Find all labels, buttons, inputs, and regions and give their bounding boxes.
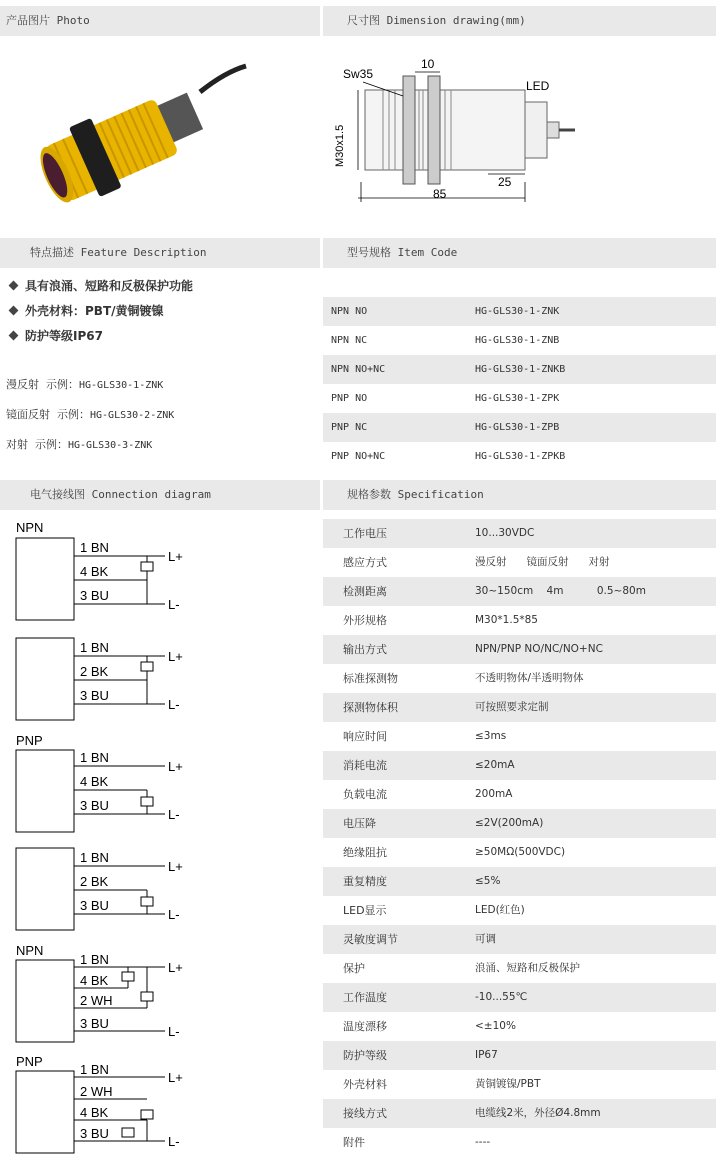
spec-key: 绝缘阻抗 [343, 846, 387, 859]
feature-header [0, 238, 320, 268]
example-through-beam: 对射 示例：HG-GLS30-3-ZNK [6, 438, 153, 451]
svg-text:PNP: PNP [16, 733, 43, 748]
spec-row [323, 1041, 716, 1070]
feature-item: 外壳材料：PBT/黄铜镀镍 [10, 302, 164, 319]
item-code-header-label: 型号规格 Item Code [347, 246, 458, 259]
item-code-row: NPN NO+NC HG-GLS30-1-ZNKB [323, 355, 716, 384]
dim-thread: M30x1.5 [334, 124, 346, 167]
svg-text:1 BN: 1 BN [80, 640, 109, 655]
svg-text:1 BN: 1 BN [80, 850, 109, 865]
spec-key: 标准探测物 [343, 672, 398, 685]
spec-row [323, 896, 716, 925]
svg-text:L-: L- [168, 697, 180, 712]
spec-key: 防护等级 [343, 1049, 387, 1062]
spec-row [323, 606, 716, 635]
svg-text:3 BU: 3 BU [80, 898, 109, 913]
spec-key: 电压降 [343, 817, 376, 830]
dim-width: 10 [421, 57, 435, 71]
svg-text:2 BK: 2 BK [80, 664, 109, 679]
svg-text:L+: L+ [168, 1070, 183, 1085]
spec-row [323, 751, 716, 780]
spec-key: 检测距离 [343, 585, 387, 598]
svg-text:3 BU: 3 BU [80, 798, 109, 813]
spec-row [323, 780, 716, 809]
bullet-icon [9, 281, 19, 291]
spec-row [323, 1070, 716, 1099]
spec-row [323, 722, 716, 751]
item-code-row: NPN NO HG-GLS30-1-ZNK [323, 297, 716, 326]
spec-value: ---- [475, 1136, 491, 1148]
spec-value: ≤3ms [475, 730, 507, 742]
spec-row [323, 809, 716, 838]
spec-key: 工作温度 [343, 991, 387, 1004]
spec-row [323, 867, 716, 896]
spec-value: M30*1.5*85 [475, 614, 538, 626]
photo-header [0, 6, 320, 36]
spec-row [323, 519, 716, 548]
item-code-row: PNP NO HG-GLS30-1-ZPK [331, 393, 560, 404]
svg-text:3 BU: 3 BU [80, 1126, 109, 1141]
spec-key: 重复精度 [343, 875, 387, 888]
spec-value: 30~150cm 4m 0.5~80m [475, 585, 646, 597]
spec-row [323, 983, 716, 1012]
spec-value: ≤2V(200mA) [475, 817, 544, 829]
spec-key: 探测物体积 [343, 701, 398, 714]
svg-text:L-: L- [168, 597, 180, 612]
svg-text:2 WH: 2 WH [80, 1084, 113, 1099]
wiring-npn-no-nc [16, 943, 183, 1042]
svg-text:2 BK: 2 BK [80, 874, 109, 889]
spec-key: 外形规格 [343, 614, 387, 627]
connection-header [0, 480, 320, 510]
svg-text:3 BU: 3 BU [80, 1016, 109, 1031]
wiring-pnp-no [16, 733, 183, 832]
spec-value: NPN/PNP NO/NC/NO+NC [475, 643, 603, 655]
item-code-header [323, 238, 716, 268]
svg-text:2 WH: 2 WH [80, 993, 113, 1008]
spec-key: 感应方式 [343, 556, 387, 569]
svg-text:L+: L+ [168, 859, 183, 874]
spec-key: 保护 [343, 962, 365, 975]
dimension-header [323, 6, 716, 36]
svg-text:PNP: PNP [16, 1054, 43, 1069]
example-mirror: 镜面反射 示例：HG-GLS30-2-ZNK [6, 408, 175, 421]
item-code-row: PNP NO+NC HG-GLS30-1-ZPKB [331, 451, 566, 462]
svg-text:L-: L- [168, 807, 180, 822]
product-photo [10, 52, 250, 222]
svg-text:L-: L- [168, 1134, 180, 1149]
spec-key: 灵敏度调节 [343, 933, 398, 946]
svg-text:3 BU: 3 BU [80, 588, 109, 603]
spec-value: <±10% [475, 1020, 516, 1032]
svg-text:L-: L- [168, 907, 180, 922]
dim-sw: Sw35 [343, 67, 374, 81]
spec-row [323, 693, 716, 722]
spec-value: IP67 [475, 1049, 498, 1061]
bullet-icon [9, 331, 19, 341]
spec-row [323, 664, 716, 693]
feature-header-label: 特点描述 Feature Description [30, 246, 207, 259]
spec-key: 负载电流 [343, 788, 387, 801]
wiring-npn-no [16, 520, 183, 620]
spec-key: 消耗电流 [343, 759, 387, 772]
spec-value: 浪涌、短路和反极保护 [475, 962, 580, 974]
svg-text:L+: L+ [168, 549, 183, 564]
photo-header-label: 产品图片 Photo [6, 14, 90, 27]
spec-row [323, 1099, 716, 1128]
spec-row [323, 577, 716, 606]
specification-header-label: 规格参数 Specification [347, 488, 484, 501]
wiring-pnp-no-nc [16, 1054, 183, 1153]
svg-text:4 BK: 4 BK [80, 774, 109, 789]
spec-row [323, 838, 716, 867]
feature-item: 具有浪涌、短路和反极保护功能 [10, 277, 193, 294]
dim-length: 85 [433, 187, 447, 201]
spec-row [323, 954, 716, 983]
svg-text:L+: L+ [168, 649, 183, 664]
connection-diagrams [0, 510, 320, 1163]
spec-value: 10...30VDC [475, 527, 535, 539]
svg-text:4 BK: 4 BK [80, 1105, 109, 1120]
spec-key: 附件 [343, 1136, 365, 1149]
dimension-drawing [323, 52, 716, 212]
svg-text:1 BN: 1 BN [80, 540, 109, 555]
dimension-header-label: 尺寸图 Dimension drawing(mm) [347, 14, 526, 27]
spec-value: ≥50MΩ(500VDC) [475, 846, 566, 858]
dim-cable: 25 [498, 175, 512, 189]
svg-text:NPN: NPN [16, 520, 44, 535]
spec-row [323, 1128, 716, 1157]
spec-row [323, 548, 716, 577]
item-code-row: NPN NC HG-GLS30-1-ZNB [331, 335, 560, 346]
spec-value: 黄铜镀镍/PBT [475, 1078, 541, 1090]
connection-header-label: 电气接线图 Connection diagram [30, 488, 211, 501]
spec-key: 工作电压 [343, 527, 387, 540]
spec-value: 不透明物体/半透明物体 [475, 672, 584, 684]
svg-text:4 BK: 4 BK [80, 564, 109, 579]
spec-value: 可调 [475, 933, 496, 945]
spec-value: 漫反射 镜面反射 对射 [475, 556, 610, 568]
wiring-npn-nc [16, 638, 183, 720]
spec-key: 输出方式 [343, 643, 387, 656]
spec-value: 电缆线2米，外径Ø4.8mm [475, 1107, 601, 1119]
spec-value: 可按照要求定制 [475, 701, 549, 713]
spec-value: ≤20mA [475, 759, 515, 771]
svg-text:1 BN: 1 BN [80, 1062, 109, 1077]
bullet-icon [9, 306, 19, 316]
specification-header [323, 480, 716, 510]
svg-text:1 BN: 1 BN [80, 750, 109, 765]
item-code-row: PNP NC HG-GLS30-1-ZPB [323, 413, 716, 442]
spec-key: 外壳材料 [343, 1078, 387, 1091]
spec-value: -10...55℃ [475, 991, 528, 1003]
feature-item: 防护等级IP67 [10, 327, 103, 344]
spec-key: LED显示 [343, 904, 387, 917]
spec-row [323, 925, 716, 954]
svg-text:NPN: NPN [16, 943, 44, 958]
spec-key: 响应时间 [343, 730, 387, 743]
dim-led: LED [526, 79, 550, 93]
spec-value: ≤5% [475, 875, 501, 887]
wiring-pnp-nc [16, 848, 183, 930]
spec-key: 接线方式 [343, 1107, 387, 1120]
spec-row [323, 635, 716, 664]
spec-value: LED(红色) [475, 904, 525, 916]
svg-text:L+: L+ [168, 759, 183, 774]
svg-text:4 BK: 4 BK [80, 973, 109, 988]
svg-text:L-: L- [168, 1024, 180, 1039]
svg-text:L+: L+ [168, 960, 183, 975]
svg-text:1 BN: 1 BN [80, 952, 109, 967]
spec-key: 温度漂移 [343, 1020, 387, 1033]
spec-row [323, 1012, 716, 1041]
example-diffuse: 漫反射 示例：HG-GLS30-1-ZNK [6, 378, 164, 391]
svg-text:3 BU: 3 BU [80, 688, 109, 703]
spec-value: 200mA [475, 788, 513, 800]
